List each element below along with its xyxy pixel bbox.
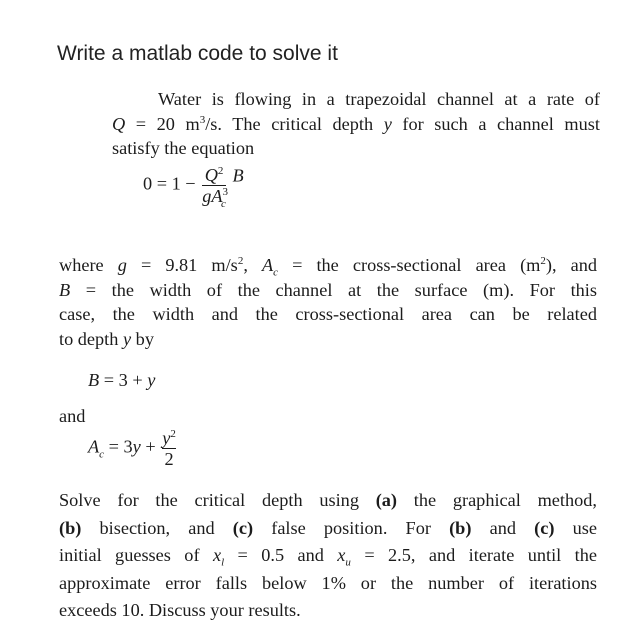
intro-line-2: Q = 20 $m^3/s$. The critical depth y for such a channel must [112,113,600,134]
intro-line-1: Water is flowing in a trapezoidal channel at a rate of [158,89,600,109]
intro-line-3: satisfy the equation [112,138,255,158]
area-equation: $A_c = 3y$ + $\frac{y^2}{2}$ [88,427,176,469]
variable-definitions [59,253,597,351]
solve-instructions [59,487,597,625]
area-fraction: $\frac{y^2}{2}$ [162,427,176,469]
question-heading: Write a matlab code to solve it [57,42,338,65]
definitions-line-3: case, the width and the cross-sectional area can be related [59,304,597,324]
definitions-line-1: where g = 9.81 $m/s^2$, $A_c$ = the cross-sectional area $(m^2)$, and [59,254,598,279]
instructions-line-3: initial guesses of $x_l = 0.5$ and $x_u = 2.5$, and iterate until the [59,545,597,569]
instructions-line-1: Solve for the critical depth using (a) the graphical method, [59,490,597,510]
instructions-line-5: exceeds 10. Discuss your results. [59,600,301,620]
problem-intro [112,87,600,161]
width-equation: B = 3 + y [88,370,156,390]
definitions-line-4: to depth y by [59,328,154,349]
and-word: and [59,406,86,426]
critical-depth-equation: 0 = 1 − $\frac{Q^2}{gA^3_c}$ B [143,164,244,210]
equation-fraction: $\frac{Q^2}{gA^3_c}$ [202,164,229,210]
definitions-line-2: B = the width of the channel at the surface (m). For this [59,279,597,300]
instructions-line-2: (b) bisection, and (c) false position. For (b) and (c) use [59,517,597,538]
instructions-line-4: approximate error falls below 1% or the number of iterations [59,572,597,593]
